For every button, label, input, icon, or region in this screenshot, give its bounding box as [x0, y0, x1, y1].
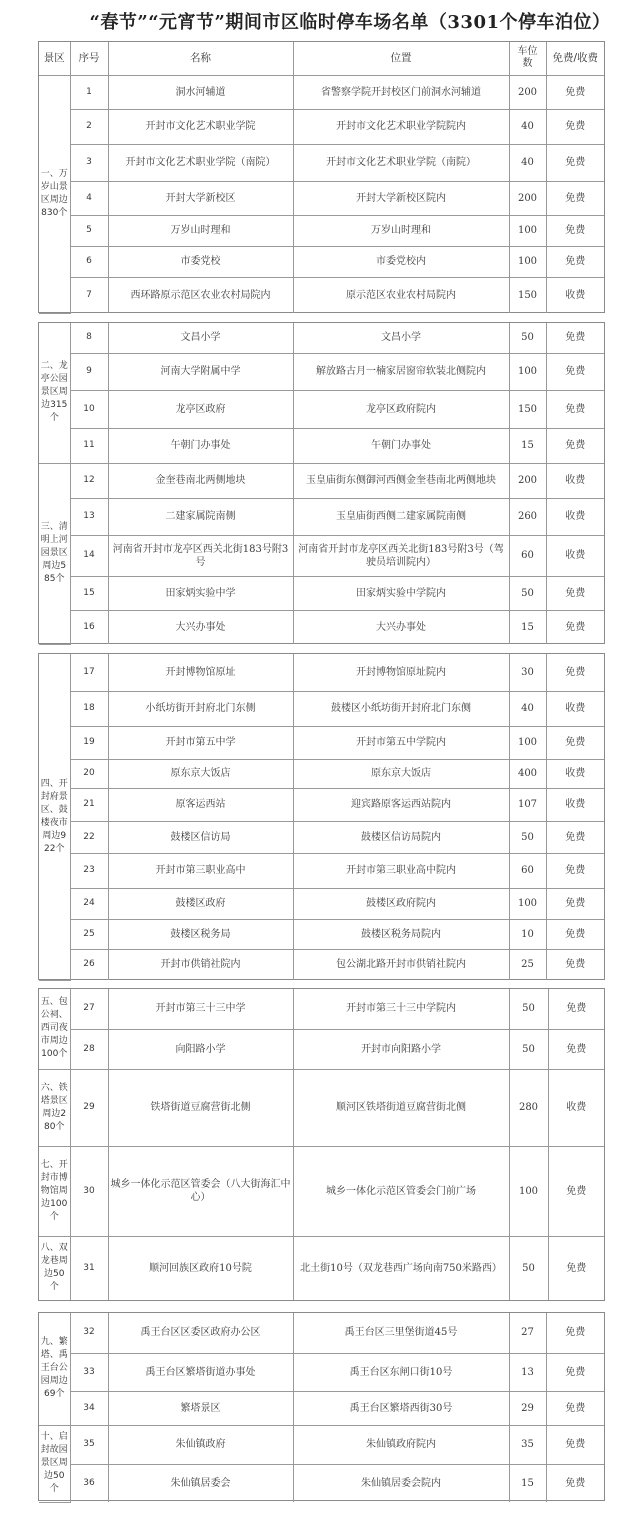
row-spaces: 13: [509, 1353, 546, 1391]
table-block-1: [38, 41, 605, 313]
row-spaces: 30: [509, 654, 546, 691]
row-fee: 免费: [548, 1236, 604, 1300]
row-fee: 收费: [548, 1069, 604, 1146]
row-location: 开封市第三职业高中院内: [293, 853, 509, 888]
row-fee: 免费: [548, 989, 604, 1029]
row-index: 19: [70, 726, 108, 759]
row-spaces: 100: [509, 888, 546, 919]
table-row: [39, 853, 604, 888]
row-index: 11: [70, 428, 108, 463]
row-fee: 收费: [546, 463, 604, 498]
section-label: 七、开封市博物馆周边100个: [39, 1146, 70, 1236]
section-label: 十、启封故园景区周边50个: [39, 1425, 70, 1502]
row-index: 20: [70, 759, 108, 788]
row-fee: 免费: [546, 1425, 604, 1464]
row-name: 开封市文化艺术职业学院（南院）: [108, 144, 293, 181]
row-name: 开封市文化艺术职业学院: [108, 109, 293, 144]
row-fee: 免费: [546, 1313, 604, 1353]
row-name: 小纸坊街开封府北门东侧: [108, 691, 293, 726]
row-spaces: 50: [509, 989, 548, 1029]
row-fee: 免费: [546, 181, 604, 215]
row-name: 开封市第三十三中学: [108, 989, 293, 1029]
row-spaces: 200: [509, 463, 546, 498]
row-location: 龙亭区政府院内: [293, 390, 509, 428]
row-name: 开封市供销社院内: [108, 949, 293, 980]
table-row: [39, 1464, 604, 1502]
table-block-3: [38, 653, 605, 980]
table-row: [39, 654, 604, 691]
row-fee: 免费: [546, 949, 604, 980]
row-location: 开封市第三十三中学院内: [293, 989, 509, 1029]
row-index: 35: [70, 1425, 108, 1464]
table-row: [39, 215, 604, 246]
row-location: 开封市文化艺术职业学院（南院）: [293, 144, 509, 181]
row-spaces: 50: [509, 323, 546, 353]
table-row: [39, 1236, 604, 1300]
row-name: 鼓楼区政府: [108, 888, 293, 919]
table-row: [39, 1353, 604, 1391]
column-header-area: 景区: [39, 42, 70, 75]
section-label: 八、双龙巷周边50个: [39, 1236, 70, 1300]
row-fee: 免费: [548, 1146, 604, 1236]
row-index: 18: [70, 691, 108, 726]
row-fee: 免费: [546, 610, 604, 644]
row-location: 玉皇庙街东侧御河西侧金奎巷南北两侧地块: [293, 463, 509, 498]
row-location: 禹王台区繁塔西街30号: [293, 1391, 509, 1425]
column-header-index: 序号: [70, 42, 108, 75]
table-row: [39, 1029, 604, 1069]
row-fee: 免费: [546, 390, 604, 428]
table-row: [39, 1069, 604, 1146]
row-fee: 免费: [546, 1353, 604, 1391]
table-header-row: [39, 42, 604, 75]
row-location: 玉皇庙街西侧二建家属院南侧: [293, 498, 509, 535]
row-index: 24: [70, 888, 108, 919]
row-spaces: 150: [509, 390, 546, 428]
row-name: 开封市第三职业高中: [108, 853, 293, 888]
row-location: 原东京大饭店: [293, 759, 509, 788]
row-index: 9: [70, 353, 108, 390]
table-row: [39, 989, 604, 1029]
row-fee: 收费: [546, 277, 604, 313]
row-spaces: 10: [509, 919, 546, 949]
table-row: [39, 759, 604, 788]
row-name: 开封博物馆原址: [108, 654, 293, 691]
row-spaces: 40: [509, 144, 546, 181]
row-index: 32: [70, 1313, 108, 1353]
table-block-4: [38, 988, 605, 1301]
row-location: 市委党校内: [293, 246, 509, 277]
page-title: “春节”“元宵节”期间市区临时停车场名单（3301个停车泊位）: [89, 12, 611, 33]
row-fee: 免费: [546, 654, 604, 691]
row-name: 开封市第五中学: [108, 726, 293, 759]
row-fee: 免费: [548, 1029, 604, 1069]
row-fee: 收费: [546, 759, 604, 788]
row-location: 开封市文化艺术职业学院院内: [293, 109, 509, 144]
row-name: 洞水河辅道: [108, 75, 293, 109]
table-row: [39, 535, 604, 576]
row-fee: 免费: [546, 109, 604, 144]
table-row: [39, 181, 604, 215]
row-location: 朱仙镇居委会院内: [293, 1464, 509, 1502]
row-location: 大兴办事处: [293, 610, 509, 644]
table-row: [39, 1146, 604, 1236]
table-row: [39, 610, 604, 644]
row-index: 2: [70, 109, 108, 144]
row-spaces: 100: [509, 353, 546, 390]
row-spaces: 50: [509, 576, 546, 610]
row-fee: 免费: [546, 323, 604, 353]
row-name: 朱仙镇政府: [108, 1425, 293, 1464]
row-location: 开封博物馆原址院内: [293, 654, 509, 691]
section-label: 二、龙亭公园景区周边315个: [39, 323, 70, 463]
row-spaces: 280: [509, 1069, 548, 1146]
row-fee: 免费: [546, 428, 604, 463]
table-row: [39, 109, 604, 144]
row-spaces: 100: [509, 246, 546, 277]
row-fee: 免费: [546, 576, 604, 610]
row-location: 田家炳实验中学院内: [293, 576, 509, 610]
row-spaces: 400: [509, 759, 546, 788]
row-name: 原东京大饭店: [108, 759, 293, 788]
row-spaces: 260: [509, 498, 546, 535]
table-row: [39, 1425, 604, 1464]
row-spaces: 60: [509, 535, 546, 576]
row-index: 4: [70, 181, 108, 215]
row-index: 6: [70, 246, 108, 277]
row-spaces: 29: [509, 1391, 546, 1425]
row-spaces: 35: [509, 1425, 546, 1464]
row-index: 36: [70, 1464, 108, 1502]
table-row: [39, 390, 604, 428]
row-index: 22: [70, 821, 108, 853]
row-location: 包公湖北路开封市供销社院内: [293, 949, 509, 980]
row-name: 田家炳实验中学: [108, 576, 293, 610]
table-row: [39, 246, 604, 277]
row-fee: 免费: [546, 1391, 604, 1425]
row-spaces: 40: [509, 109, 546, 144]
row-name: 金奎巷南北两侧地块: [108, 463, 293, 498]
row-fee: 免费: [546, 353, 604, 390]
row-fee: 收费: [546, 788, 604, 821]
table-block-2: [38, 322, 605, 644]
table-row: [39, 428, 604, 463]
row-index: 3: [70, 144, 108, 181]
row-location: 省警察学院开封校区门前洞水河辅道: [293, 75, 509, 109]
row-name: 铁塔街道豆腐营街北侧: [108, 1069, 293, 1146]
column-header-location: 位置: [293, 42, 509, 75]
row-name: 朱仙镇居委会: [108, 1464, 293, 1502]
row-location: 禹王台区东闸口街10号: [293, 1353, 509, 1391]
table-block-5: [38, 1312, 605, 1501]
table-row: [39, 463, 604, 498]
row-fee: 免费: [546, 853, 604, 888]
row-spaces: 15: [509, 610, 546, 644]
row-index: 8: [70, 323, 108, 353]
row-location: 万岁山时理和: [293, 215, 509, 246]
row-fee: 免费: [546, 75, 604, 109]
row-location: 河南省开封市龙亭区西关北街183号附3号（驾驶员培训院内）: [293, 535, 509, 576]
row-spaces: 15: [509, 428, 546, 463]
row-index: 30: [70, 1146, 108, 1236]
row-name: 繁塔景区: [108, 1391, 293, 1425]
row-index: 5: [70, 215, 108, 246]
row-index: 27: [70, 989, 108, 1029]
row-name: 午朝门办事处: [108, 428, 293, 463]
column-header-spaces: 车位数: [509, 42, 546, 75]
table-row: [39, 691, 604, 726]
row-index: 29: [70, 1069, 108, 1146]
row-name: 河南大学附属中学: [108, 353, 293, 390]
table-row: [39, 888, 604, 919]
column-header-name: 名称: [108, 42, 293, 75]
row-index: 33: [70, 1353, 108, 1391]
row-spaces: 50: [509, 1029, 548, 1069]
table-row: [39, 75, 604, 109]
column-header-fee: 免费/收费: [546, 42, 604, 75]
row-index: 31: [70, 1236, 108, 1300]
table-row: [39, 576, 604, 610]
row-spaces: 100: [509, 215, 546, 246]
row-index: 23: [70, 853, 108, 888]
table-row: [39, 919, 604, 949]
row-fee: 免费: [546, 215, 604, 246]
table-row: [39, 726, 604, 759]
row-location: 鼓楼区信访局院内: [293, 821, 509, 853]
row-spaces: 150: [509, 277, 546, 313]
section-label: 六、铁塔景区周边280个: [39, 1069, 70, 1146]
row-location: 禹王台区三里堡街道45号: [293, 1313, 509, 1353]
table-row: [39, 788, 604, 821]
row-index: 28: [70, 1029, 108, 1069]
row-spaces: 50: [509, 1236, 548, 1300]
table-row: [39, 498, 604, 535]
row-spaces: 27: [509, 1313, 546, 1353]
row-name: 城乡一体化示范区管委会（八大街海汇中心）: [108, 1146, 293, 1236]
section-label: 一、万岁山景区周边830个: [39, 75, 70, 313]
row-name: 西环路原示范区农业农村局院内: [108, 277, 293, 313]
row-index: 26: [70, 949, 108, 980]
row-location: 鼓楼区税务局院内: [293, 919, 509, 949]
row-index: 10: [70, 390, 108, 428]
row-location: 朱仙镇政府院内: [293, 1425, 509, 1464]
table-row: [39, 323, 604, 353]
table-row: [39, 1391, 604, 1425]
table-row: [39, 144, 604, 181]
row-fee: 免费: [546, 888, 604, 919]
row-index: 25: [70, 919, 108, 949]
row-name: 鼓楼区信访局: [108, 821, 293, 853]
row-index: 16: [70, 610, 108, 644]
row-location: 开封大学新校区院内: [293, 181, 509, 215]
row-fee: 收费: [546, 691, 604, 726]
row-location: 城乡一体化示范区管委会门前广场: [293, 1146, 509, 1236]
row-index: 12: [70, 463, 108, 498]
row-index: 34: [70, 1391, 108, 1425]
section-label: 四、开封府景区、鼓楼夜市周边922个: [39, 654, 70, 980]
row-spaces: 107: [509, 788, 546, 821]
row-fee: 免费: [546, 919, 604, 949]
table-row: [39, 821, 604, 853]
row-location: 解放路古月一楠家居窗帘软装北侧院内: [293, 353, 509, 390]
row-spaces: 100: [509, 1146, 548, 1236]
row-name: 原客运西站: [108, 788, 293, 821]
row-name: 市委党校: [108, 246, 293, 277]
row-spaces: 60: [509, 853, 546, 888]
row-fee: 免费: [546, 1464, 604, 1502]
row-name: 文昌小学: [108, 323, 293, 353]
row-name: 龙亭区政府: [108, 390, 293, 428]
table-row: [39, 353, 604, 390]
row-location: 北土街10号（双龙巷西广场向南750米路西）: [293, 1236, 509, 1300]
row-spaces: 25: [509, 949, 546, 980]
section-label: 三、清明上河园景区周边585个: [39, 463, 70, 644]
row-spaces: 50: [509, 821, 546, 853]
row-index: 1: [70, 75, 108, 109]
row-fee: 免费: [546, 821, 604, 853]
row-location: 开封市向阳路小学: [293, 1029, 509, 1069]
row-spaces: 40: [509, 691, 546, 726]
row-index: 21: [70, 788, 108, 821]
row-name: 鼓楼区税务局: [108, 919, 293, 949]
row-name: 禹王台区区委区政府办公区: [108, 1313, 293, 1353]
row-fee: 收费: [546, 535, 604, 576]
row-name: 大兴办事处: [108, 610, 293, 644]
row-name: 开封大学新校区: [108, 181, 293, 215]
row-fee: 收费: [546, 498, 604, 535]
row-index: 7: [70, 277, 108, 313]
row-name: 河南省开封市龙亭区西关北街183号附3号: [108, 535, 293, 576]
row-fee: 免费: [546, 246, 604, 277]
row-index: 13: [70, 498, 108, 535]
row-location: 文昌小学: [293, 323, 509, 353]
row-name: 万岁山时理和: [108, 215, 293, 246]
row-name: 向阳路小学: [108, 1029, 293, 1069]
row-name: 二建家属院南侧: [108, 498, 293, 535]
row-location: 顺河区铁塔街道豆腐营街北侧: [293, 1069, 509, 1146]
row-name: 顺河回族区政府10号院: [108, 1236, 293, 1300]
section-label: 五、包公祠、西司夜市周边100个: [39, 989, 70, 1069]
row-location: 午朝门办事处: [293, 428, 509, 463]
row-spaces: 200: [509, 75, 546, 109]
row-location: 鼓楼区小纸坊街开封府北门东侧: [293, 691, 509, 726]
row-spaces: 15: [509, 1464, 546, 1502]
row-name: 禹王台区繁塔街道办事处: [108, 1353, 293, 1391]
row-location: 原示范区农业农村局院内: [293, 277, 509, 313]
row-index: 15: [70, 576, 108, 610]
row-spaces: 100: [509, 726, 546, 759]
row-location: 迎宾路原客运西站院内: [293, 788, 509, 821]
table-row: [39, 1313, 604, 1353]
row-fee: 免费: [546, 726, 604, 759]
row-location: 鼓楼区政府院内: [293, 888, 509, 919]
row-index: 14: [70, 535, 108, 576]
row-fee: 免费: [546, 144, 604, 181]
table-row: [39, 949, 604, 980]
section-label: 九、繁塔、禹王台公园周边69个: [39, 1313, 70, 1425]
table-row: [39, 277, 604, 313]
row-spaces: 200: [509, 181, 546, 215]
row-index: 17: [70, 654, 108, 691]
row-location: 开封市第五中学院内: [293, 726, 509, 759]
